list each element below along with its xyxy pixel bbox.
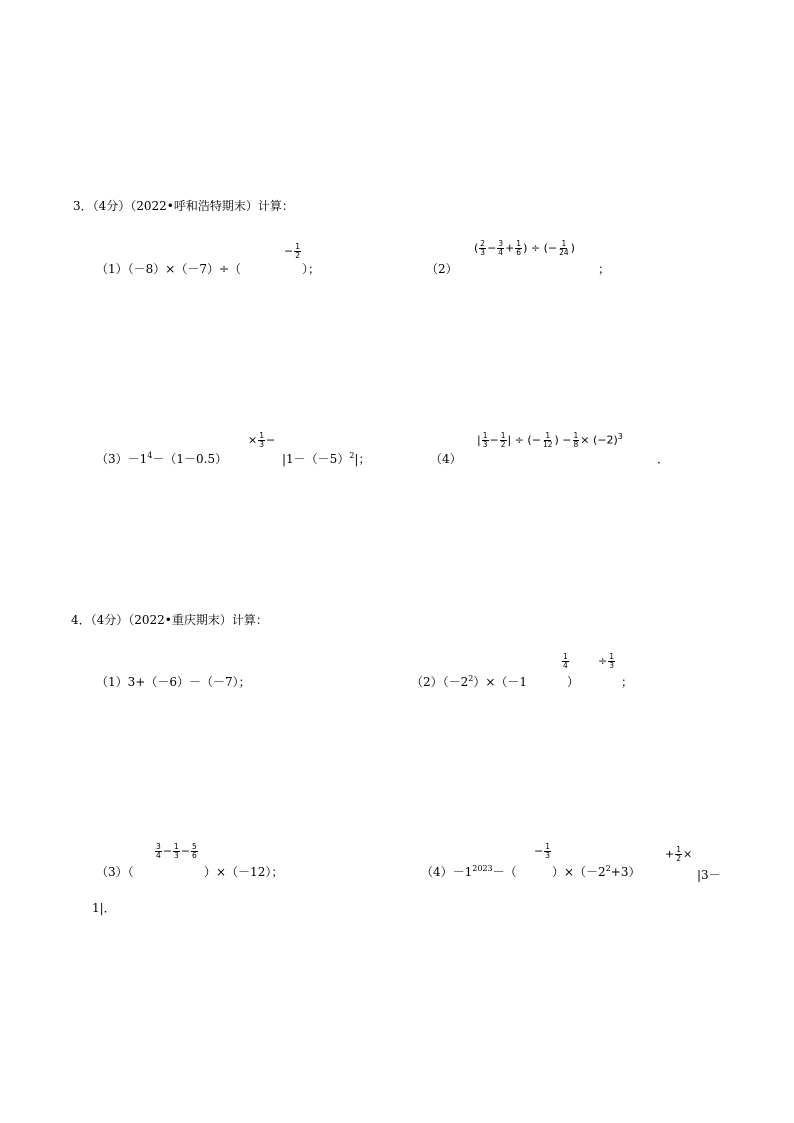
q3-part3-fraction: × $\frac{1}{3}$ − bbox=[248, 431, 276, 449]
q3-part2-expression: ( $\frac{2}{3}$ − $\frac{3}{4}$ + $\frac{1}{6}$ ) ÷ (− $\frac{1}{24}$ ) bbox=[474, 239, 575, 257]
q4-part3-label: （3）（ bbox=[96, 865, 134, 879]
q4-part4-plus-fraction: + $\frac{1}{2}$ × bbox=[665, 845, 693, 863]
q4-part1-text: （1）3+（－6）－（－7）； bbox=[96, 675, 251, 689]
q3-part2-semicolon: ； bbox=[598, 262, 611, 276]
q4-part4-fraction: − $\frac{1}{3}$ bbox=[534, 842, 550, 860]
q4-part4-abs-end: 1|． bbox=[92, 901, 116, 915]
q4-heading: 4．（4分）（2022•重庆期末）计算： bbox=[71, 613, 268, 627]
q3-part1-fraction: − $\frac{1}{2}$ bbox=[284, 242, 300, 260]
q4-part4-text: $(4)-1^{2023}-$（ bbox=[421, 864, 517, 879]
q4-part2-divide: ÷ $\frac{1}{3}$ bbox=[598, 652, 614, 670]
q4-part3-fractions: $\frac{3}{4}$ − $\frac{1}{3}$ − $\frac{5}{6}$ bbox=[156, 842, 197, 860]
q3-part4-label: （4） bbox=[430, 452, 462, 466]
q3-part1-text: （1）（－8）×（－7）÷（ bbox=[96, 262, 242, 276]
q3-heading: 3．（4分）（2022•呼和浩特期末）计算： bbox=[73, 199, 294, 213]
q3-part1-end: ）； bbox=[302, 262, 321, 276]
q4-part4-abs: |3－ bbox=[697, 868, 721, 882]
q4-part2-close: ） bbox=[567, 675, 580, 689]
q3-part3-text: $(3)-1^4-(1-0.5)$ bbox=[96, 451, 228, 466]
q4-part2-text: $(2)(-2^2)\times(-1$ bbox=[411, 674, 528, 689]
q4-part2-end: ； bbox=[621, 675, 634, 689]
q3-part4-expression: | $\frac{1}{3}$ − $\frac{1}{2}$ | ÷ (− $\frac{1}{12}$ ) − $\frac{1}{8}$ × $(-2)^3$ bbox=[477, 431, 623, 449]
q4-part4-middle: ）$\times(-2^2+3)$ bbox=[552, 864, 641, 879]
q4-part2-fraction: $\frac{1}{4}$ bbox=[563, 652, 568, 670]
q3-part2-label: （2） bbox=[426, 262, 458, 276]
q3-part3-abs: $|1-(-5)^2|$； bbox=[282, 451, 371, 466]
q4-part3-end: ）×（－12）； bbox=[204, 865, 284, 879]
q3-part4-period: ． bbox=[657, 452, 670, 466]
